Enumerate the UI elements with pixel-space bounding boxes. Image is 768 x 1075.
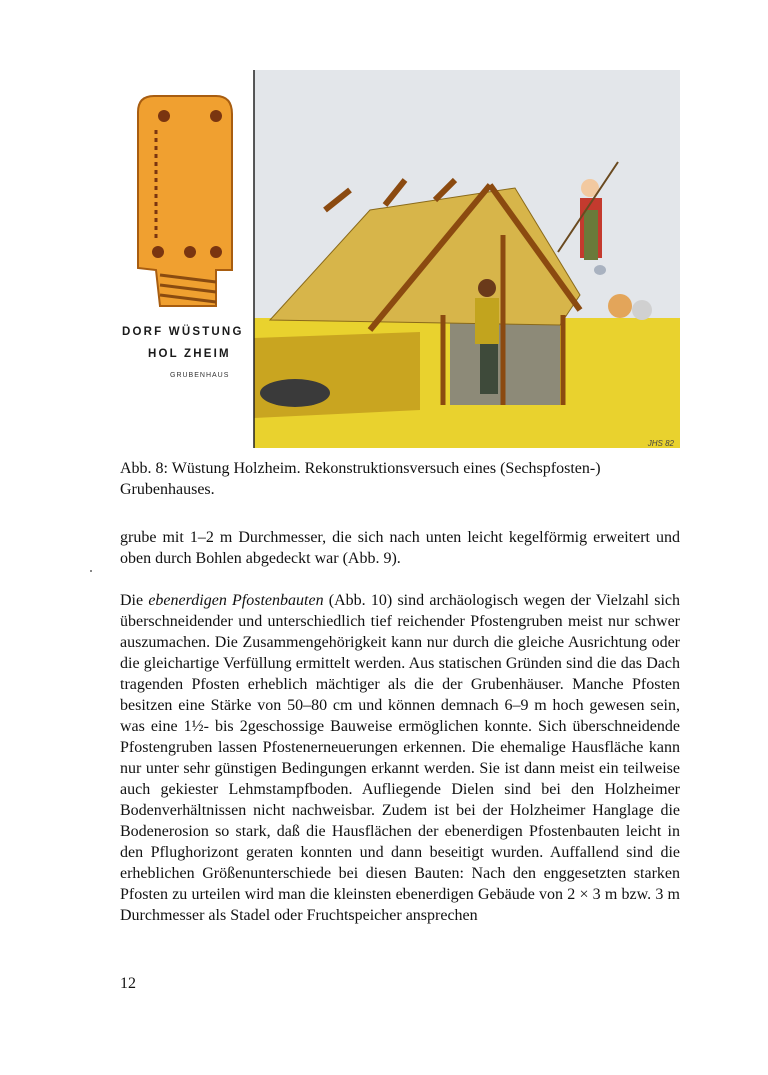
paragraph-2-post: (Abb. 10) sind archäologisch wegen der Vielzahl sich überschneidender und unterschiedlich tief reichender Pfostengruben meist nur schwer auszumachen. Die Zusammengehörigkeit kann nur durch die gleiche Ausrichtung oder die gleichartige Verfüllung ermittelt werden. Aus statischen Gründen sind die das Dach tragenden Pfosten erheblich mächtiger als die der Grubenhäuser. Manche Pfosten besitzen eine Stärke von 50–80 cm und können demnach 6–9 m hoch gewesen sein, was eine 1½- bis 2geschossige Bauweise ermöglichen konnte. Sich überschneidende Pfostengruben lassen Pfostenerneuerungen erkennen. Die ehemalige Hausfläche kann nur unter sehr günstigen Bedingungen erkannt werden. Sie ist dann meist ein teilweise auch gekiester Lehmstampfboden. Aufliegende Dielen sind bei den Holzheimer Bodenverhältnissen nicht nachweisbar. Zudem ist bei der Holzheimer Hanglage die Bodenerosion so stark, daß die Hausflächen der ebenerdigen Pfostenbauten leicht in den Pflughorizont geraten konnten und dann beseitigt wurden. Auffallend sind die erheblichen Größenunterschiede bei diesen Bauten: Nach den enggesetzten starken Pfosten zu urteilen wird man die kleinsten ebenerdigen Gebäude von 2 × 3 m bzw. 3 m Durchmesser als Stadel oder Fruchtspeicher ansprechen <box>120 592 680 924</box>
figure-caption: Abb. 8: Wüstung Holzheim. Rekonstruktionsversuch eines (Sechspfosten-) Grubenhauses. <box>120 460 601 498</box>
page-number: 12 <box>120 975 136 992</box>
grubenhaus-illustration <box>120 70 680 450</box>
margin-mark <box>90 570 92 572</box>
figure-label-small: GRUBENHAUS <box>170 372 230 379</box>
figure-illustration <box>120 70 680 450</box>
paragraph-2 <box>120 590 680 926</box>
paragraph-2-italic: ebenerdigen Pfostenbauten <box>148 592 324 609</box>
artist-signature: JHS 82 <box>647 439 674 448</box>
cellar-pit <box>260 379 330 407</box>
paragraph-1: grube mit 1–2 m Durchmesser, die sich nach unten leicht kegelförmig erweitert und oben durch Bohlen abgedeckt war (Abb. 9). <box>120 529 680 567</box>
figure-label-title: DORF WÜSTUNG <box>122 326 244 338</box>
paragraph-2-pre: Die <box>120 592 149 609</box>
figure-label-sub: HOL ZHEIM <box>148 348 231 360</box>
artifact-drawing <box>138 96 232 306</box>
